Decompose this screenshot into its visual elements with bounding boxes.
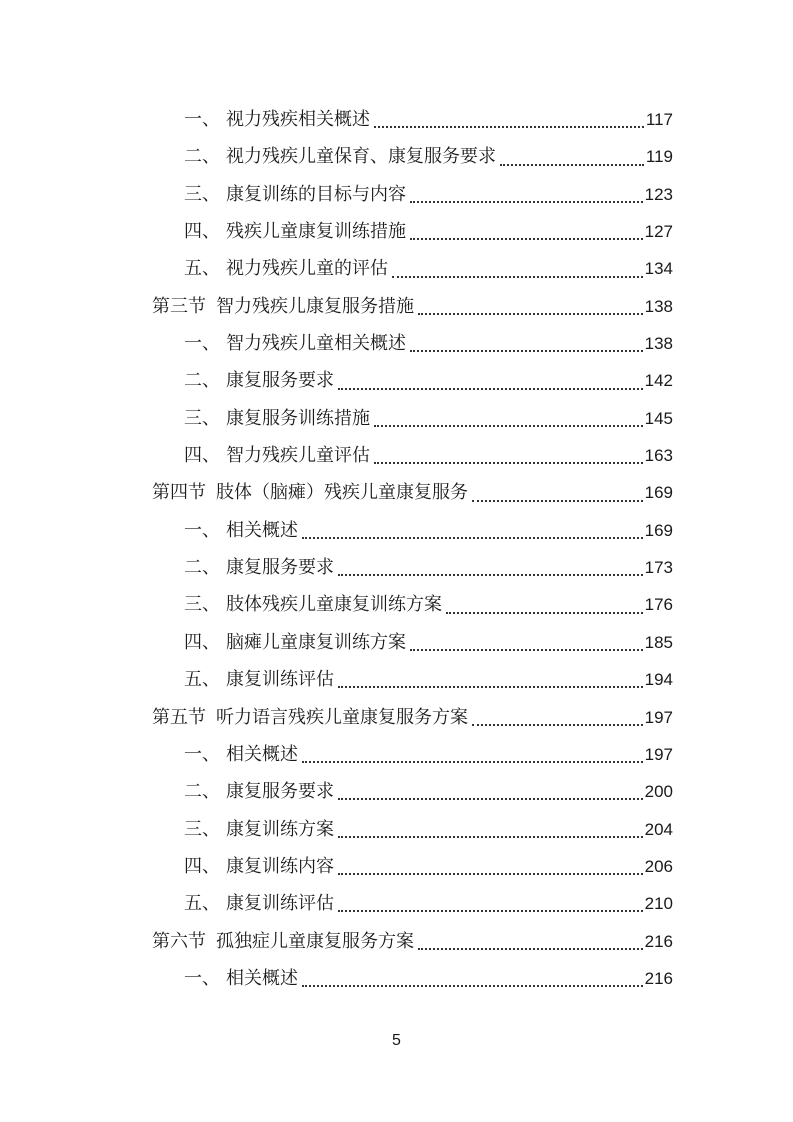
toc-section-entry[interactable] (0, 474, 793, 511)
toc-entry-title: 康复训练评估 (226, 669, 334, 691)
toc-entry-number: 一、 (184, 743, 220, 765)
toc-entry-title: 智力残疾儿康复服务措施 (216, 295, 414, 317)
toc-dot-leader (418, 947, 643, 950)
toc-entry-title: 康复服务要求 (226, 557, 334, 579)
toc-entry-page: 127 (644, 222, 673, 242)
toc-dot-leader (338, 573, 643, 576)
toc-entry-title: 相关概述 (226, 519, 298, 541)
toc-entry-page: 145 (644, 408, 673, 428)
toc-entry-page: 200 (644, 782, 673, 802)
toc-entry-page: 138 (644, 296, 673, 316)
toc-entry-number: 一、 (184, 519, 220, 541)
toc-dot-leader (338, 685, 643, 688)
toc-entry-page: 216 (644, 931, 673, 951)
toc-entry-title: 智力残疾儿童评估 (226, 445, 370, 467)
toc-entry-number: 三、 (184, 818, 220, 840)
toc-entry-title: 视力残疾相关概述 (226, 109, 370, 130)
toc-entry-page: 138 (644, 334, 673, 354)
toc-entry-number: 二、 (184, 146, 220, 168)
toc-entry-number: 第四节 (152, 482, 206, 504)
toc-entry-number: 五、 (184, 893, 220, 915)
page-number: 5 (392, 1032, 401, 1049)
toc-dot-leader (302, 760, 643, 763)
toc-entry-title: 听力语言残疾儿童康复服务方案 (216, 706, 468, 728)
toc-entry-number: 四、 (184, 631, 220, 653)
toc-subsection-entry[interactable] (0, 101, 793, 138)
toc-entry-title: 康复服务要求 (226, 370, 334, 392)
toc-dot-leader (338, 872, 643, 875)
toc-entry-number: 第五节 (152, 706, 206, 728)
toc-entry-title: 康复训练内容 (226, 855, 334, 877)
toc-subsection-entry[interactable] (0, 250, 793, 287)
toc-entry-page: 169 (644, 483, 673, 503)
toc-entry-number: 五、 (184, 258, 220, 280)
toc-entry-page: 216 (644, 968, 673, 988)
toc-entry-page: 197 (644, 707, 673, 727)
toc-entry-page: 119 (645, 147, 673, 167)
toc-dot-leader (410, 200, 643, 203)
toc-dot-leader (374, 461, 643, 464)
toc-subsection-entry[interactable] (0, 549, 793, 586)
toc-dot-leader (374, 125, 644, 128)
toc-dot-leader (410, 349, 643, 352)
toc-entry-page: 185 (644, 632, 673, 652)
toc-entry-number: 二、 (184, 781, 220, 803)
toc-entry-page: 142 (644, 371, 673, 391)
toc-entry-number: 一、 (184, 967, 220, 989)
toc-subsection-entry[interactable] (0, 138, 793, 175)
toc-section-entry[interactable] (0, 923, 793, 960)
toc-entry-number: 三、 (184, 407, 220, 429)
toc-entry-title: 肢体残疾儿童康复训练方案 (226, 594, 442, 616)
toc-section-entry[interactable] (0, 288, 793, 325)
toc-dot-leader (338, 387, 643, 390)
toc-entry-page: 206 (644, 856, 673, 876)
toc-subsection-entry[interactable] (0, 400, 793, 437)
toc-entry-title: 康复训练评估 (226, 893, 334, 915)
toc-dot-leader (418, 312, 643, 315)
toc-entry-page: 117 (645, 110, 673, 129)
toc-entry-title: 残疾儿童康复训练措施 (226, 221, 406, 243)
toc-dot-leader (302, 984, 643, 987)
toc-subsection-entry[interactable] (0, 848, 793, 885)
toc-entry-title: 智力残疾儿童相关概述 (226, 333, 406, 355)
toc-entry-page: 194 (644, 670, 673, 690)
toc-entry-number: 第三节 (152, 295, 206, 317)
toc-dot-leader (392, 275, 643, 278)
toc-entry-number: 一、 (184, 333, 220, 355)
toc-entry-title: 视力残疾儿童的评估 (226, 258, 388, 280)
table-of-contents (0, 101, 793, 997)
toc-subsection-entry[interactable] (0, 885, 793, 922)
toc-subsection-entry[interactable] (0, 811, 793, 848)
toc-subsection-entry[interactable] (0, 362, 793, 399)
toc-entry-number: 四、 (184, 855, 220, 877)
toc-entry-number: 二、 (184, 557, 220, 579)
toc-entry-page: 163 (644, 446, 673, 466)
toc-subsection-entry[interactable] (0, 512, 793, 549)
toc-entry-number: 三、 (184, 183, 220, 205)
toc-entry-page: 197 (644, 744, 673, 764)
toc-entry-title: 康复训练的目标与内容 (226, 183, 406, 205)
toc-dot-leader (338, 797, 643, 800)
toc-subsection-entry[interactable] (0, 176, 793, 213)
toc-entry-title: 康复训练方案 (226, 818, 334, 840)
toc-entry-page: 169 (644, 520, 673, 540)
toc-entry-number: 第六节 (152, 930, 206, 952)
toc-entry-title: 相关概述 (226, 967, 298, 989)
toc-entry-title: 脑瘫儿童康复训练方案 (226, 631, 406, 653)
toc-entry-number: 三、 (184, 594, 220, 616)
toc-entry-page: 173 (644, 558, 673, 578)
toc-entry-page: 204 (644, 819, 673, 839)
toc-entry-title: 孤独症儿童康复服务方案 (216, 930, 414, 952)
toc-entry-number: 四、 (184, 445, 220, 467)
toc-entry-title: 康复服务要求 (226, 781, 334, 803)
toc-subsection-entry[interactable] (0, 960, 793, 997)
toc-subsection-entry[interactable] (0, 661, 793, 698)
toc-entry-title: 相关概述 (226, 743, 298, 765)
toc-dot-leader (338, 909, 643, 912)
toc-dot-leader (410, 648, 643, 651)
toc-subsection-entry[interactable] (0, 773, 793, 810)
toc-entry-number: 一、 (184, 109, 220, 130)
toc-section-entry[interactable] (0, 699, 793, 736)
toc-subsection-entry[interactable] (0, 736, 793, 773)
toc-dot-leader (410, 237, 643, 240)
toc-dot-leader (302, 536, 643, 539)
toc-dot-leader (374, 424, 643, 427)
toc-entry-title: 康复服务训练措施 (226, 407, 370, 429)
toc-entry-page: 210 (644, 894, 673, 914)
toc-subsection-entry[interactable] (0, 213, 793, 250)
toc-subsection-entry[interactable] (0, 586, 793, 623)
toc-entry-page: 123 (644, 184, 673, 204)
toc-entry-title: 肢体（脑瘫）残疾儿童康复服务 (216, 482, 468, 504)
toc-entry-title: 视力残疾儿童保育、康复服务要求 (226, 146, 496, 168)
toc-entry-page: 134 (644, 259, 673, 279)
toc-dot-leader (446, 611, 643, 614)
toc-dot-leader (472, 723, 643, 726)
toc-subsection-entry[interactable] (0, 437, 793, 474)
toc-entry-page: 176 (644, 595, 673, 615)
toc-subsection-entry[interactable] (0, 624, 793, 661)
toc-dot-leader (472, 499, 643, 502)
toc-dot-leader (500, 163, 644, 166)
toc-entry-number: 二、 (184, 370, 220, 392)
toc-entry-number: 四、 (184, 221, 220, 243)
toc-subsection-entry[interactable] (0, 325, 793, 362)
toc-dot-leader (338, 835, 643, 838)
toc-entry-number: 五、 (184, 669, 220, 691)
